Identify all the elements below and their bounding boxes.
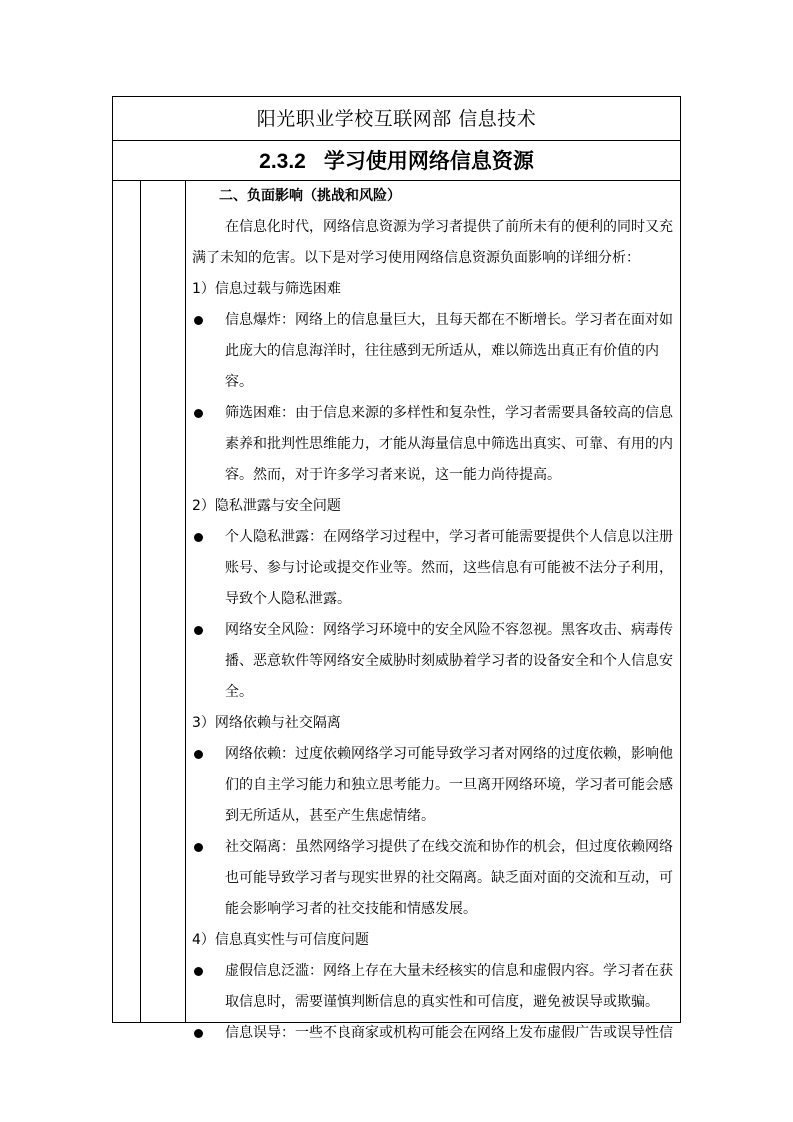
- section-title: 学习使用网络信息资源: [323, 149, 534, 173]
- section-header: [113, 141, 680, 181]
- list-item: 网络安全风险：网络学习环境中的安全风险不容忽视。黑客攻击、病毒传播、恶意软件等网络安全威胁时刻威胁着学习者的设备安全和个人信息安全。: [192, 615, 674, 708]
- document-table: [112, 96, 681, 1041]
- list-item: 网络依赖：过度依赖网络学习可能导致学习者对网络的过度依赖，影响他们的自主学习能力和独立思考能力。一旦离开网络环境，学习者可能会感到无所适从，甚至产生焦虑情绪。: [192, 739, 674, 832]
- content-cell: [186, 181, 674, 1041]
- subsection-title: 1）信息过载与筛选困难: [192, 281, 341, 297]
- content-heading: 二、负面影响（挑战和风险）: [219, 188, 401, 204]
- section-number: 2.3.2: [259, 150, 306, 173]
- bullet-icon: [194, 750, 203, 759]
- list-item: 虚假信息泛滥：网络上存在大量未经核实的信息和虚假内容。学习者在获取信息时，需要谨慎判断信息的真实性和可信度，避免被误导或欺骗。: [192, 956, 674, 1018]
- bullet-icon: [194, 967, 203, 976]
- subsection-title: 3）网络依赖与社交隔离: [192, 715, 341, 731]
- subsection-title: 4）信息真实性与可信度问题: [192, 932, 369, 948]
- column-divider-1: [140, 181, 141, 1022]
- list-item: 信息误导：一些不良商家或机构可能会在网络上发布虚假广告或误导性信: [192, 1018, 674, 1049]
- list-item: 筛选困难：由于信息来源的多样性和复杂性，学习者需要具备较高的信息素养和批判性思维能力，才能从海量信息中筛选出真实、可靠、有用的内容。然而，对于许多学习者来说，这一能力尚待提高。: [192, 398, 674, 491]
- bullet-icon: [194, 1029, 203, 1038]
- bullet-icon: [194, 626, 203, 635]
- list-item: 个人隐私泄露：在网络学习过程中，学习者可能需要提供个人信息以注册账号、参与讨论或提交作业等。然而，这些信息有可能被不法分子利用，导致个人隐私泄露。: [192, 522, 674, 615]
- bullet-icon: [194, 409, 203, 418]
- intro-paragraph: 在信息化时代，网络信息资源为学习者提供了前所未有的便利的同时又充满了未知的危害。以下是对学习使用网络信息资源负面影响的详细分析：: [192, 219, 673, 266]
- subsection-title: 2）隐私泄露与安全问题: [192, 498, 341, 514]
- bullet-icon: [194, 843, 203, 852]
- bullet-icon: [194, 316, 203, 325]
- bullet-icon: [194, 533, 203, 542]
- school-header: 阳光职业学校互联网部 信息技术: [113, 97, 680, 141]
- list-item: 社交隔离：虽然网络学习提供了在线交流和协作的机会，但过度依赖网络也可能导致学习者与现实世界的社交隔离。缺乏面对面的交流和互动，可能会影响学习者的社交技能和情感发展。: [192, 832, 674, 925]
- list-item: 信息爆炸：网络上的信息量巨大，且每天都在不断增长。学习者在面对如此庞大的信息海洋时，往往感到无所适从，难以筛选出真正有价值的内容。: [192, 305, 674, 398]
